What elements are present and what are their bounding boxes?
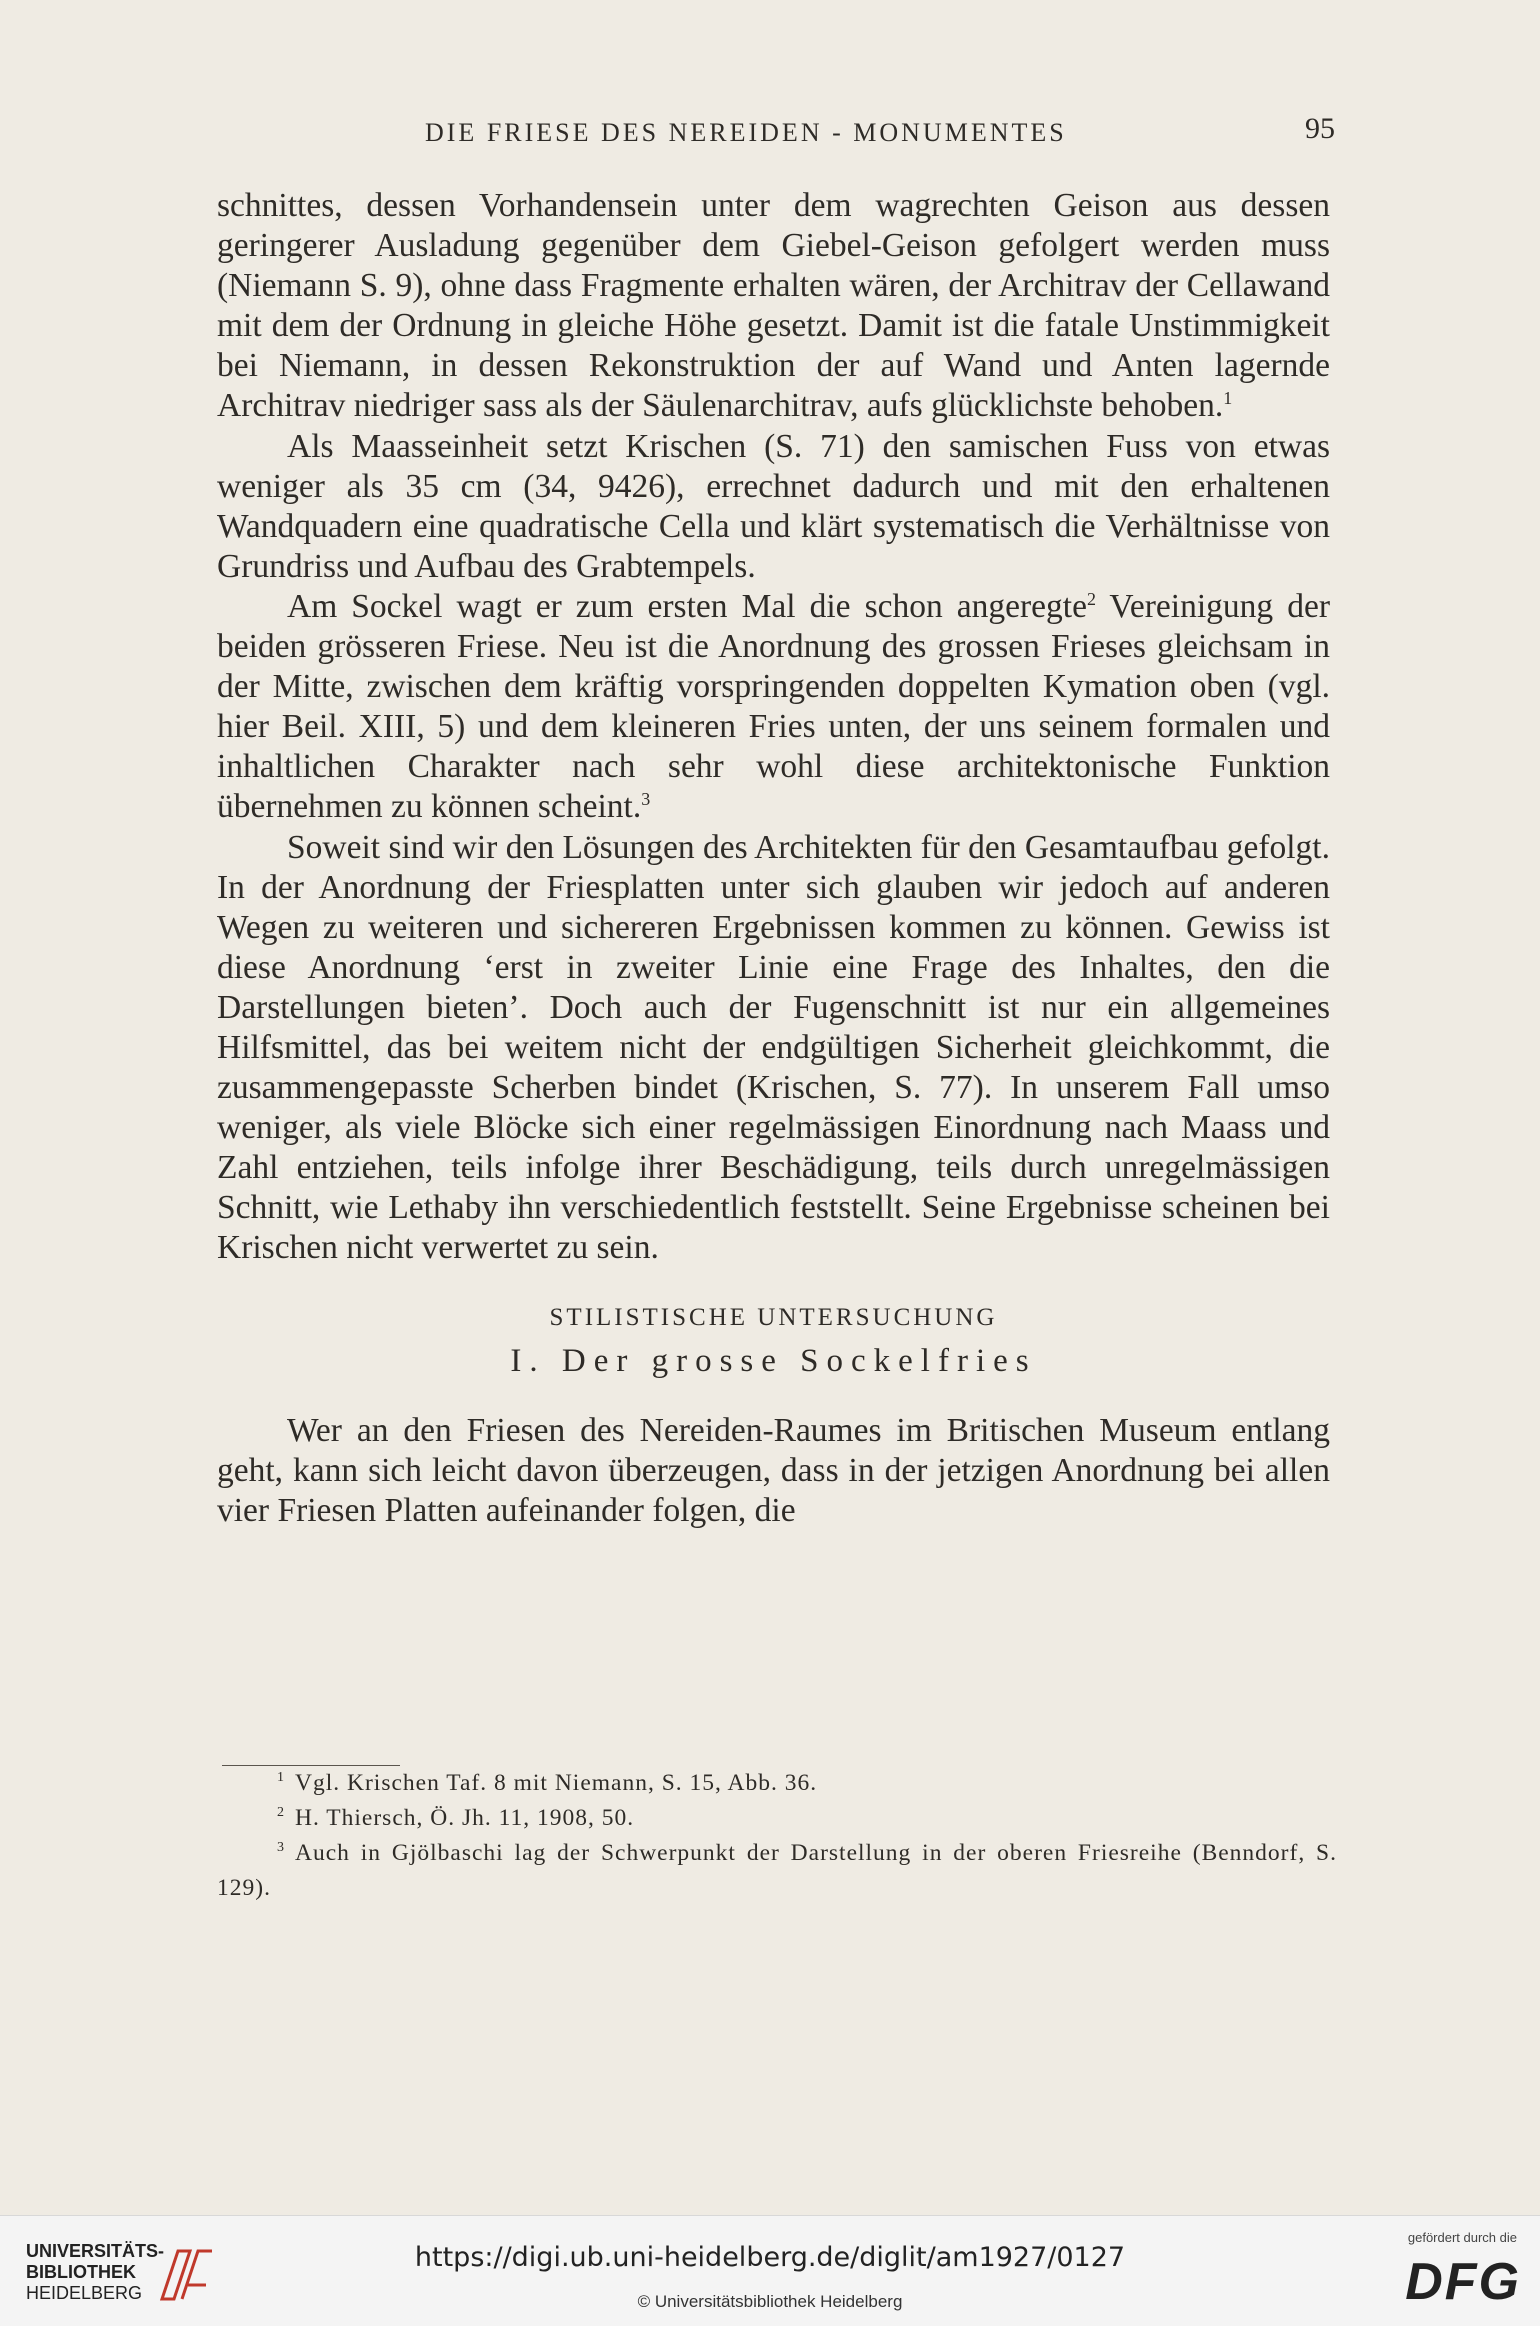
library-name-line: UNIVERSITÄTS- [26,2241,165,2261]
running-head [200,112,1340,158]
footnote-ref: 3 [641,789,651,810]
footnote-ref: 1 [1223,388,1233,409]
paragraph-2: Als Maasseinheit setzt Krischen (S. 71) den samischen Fuss von etwas weniger als 35 cm (34, 9426), errechnet dadurch und mit den erhaltenen Wandquadern eine quadratische Cella und klärt systematisch die Verhältnisse von Grundriss und Aufbau des Grabtempels. [217,427,1330,585]
paragraph-3 [217,587,1330,828]
footnote-text: Auch in Gjölbaschi lag der Schwerpunkt der Darstellung in der oberen Friesreihe (Benndorf, S. 129). [217,1840,1337,1901]
footnote-ref: 2 [1086,588,1096,609]
funding-caption: gefördert durch die [1407,2230,1517,2245]
paragraph-text: Vereinigung der beiden grösseren Friese. Neu ist die Anordnung des grossen Frieses gleichsam in der Mitte, zwischen dem kräftig vorspringenden doppelten Kymation oben (vgl. hier Beil. XIII, 5) und dem kleineren Fries unten, der uns seinem formalen und inhaltlichen Charakter nach sehr wohl diese architektonische Funktion übernehmen zu können scheint. [217,587,1330,826]
page-number: 95 [1305,112,1335,145]
chapter-heading: I. Der grosse Sockelfries [510,1342,1037,1379]
dfg-wordmark: DFG [1405,2253,1521,2311]
paragraph-text: schnittes, dessen Vorhandensein unter dem wagrechten Geison aus dessen geringerer Ausladung gegenüber dem Giebel-Geison gefolgert werden muss (Niemann S. 9), ohne dass Fragmente erhalten wären, der Architrav der Cellawand mit dem der Ordnung in gleiche Höhe gesetzt. Damit ist die fatale Unstimmigkeit bei Niemann, in dessen Rekonstruktion der auf Wand und Anten lagernde Architrav niedriger sass als der Säulenarchitrav, aufs glücklichste behoben. [217,187,1330,425]
copyright-notice: © Universitätsbibliothek Heidelberg [637,2292,903,2311]
paragraph-4: Soweit sind wir den Lösungen des Architekten für den Gesamtaufbau gefolgt. In der Anordnung der Friesplatten unter sich glauben wir jedoch auf anderen Wegen zu weiteren und sichereren Ergebnissen kommen zu können. Gewiss ist diese Anordnung ‘erst in zweiter Linie eine Frage des Inhaltes, den die Darstellungen bieten’. Doch auch der Fugenschnitt ist nur ein allgemeines Hilfsmittel, das bei weitem nicht der endgültigen Sicherheit gleichkommt, die zusammengepasste Scherben bindet (Krischen, S. 77). In unserem Fall umso weniger, als viele Blöcke sich einer regelmässigen Einordnung nach Maass und Zahl entziehen, teils infolge ihrer Beschädigung, teils durch unregelmässigen Schnitt, wie Lethaby ihn verschiedentlich feststellt. Seine Ergebnisse scheinen bei Krischen nicht verwertet zu sein. [217,828,1330,1267]
running-title: DIE FRIESE DES NEREIDEN - MONUMENTES [425,118,1067,147]
paragraph-text: Am Sockel wagt er zum ersten Mal die schon angeregte [287,587,1087,625]
section-heading: STILISTISCHE UNTERSUCHUNG [549,1303,998,1331]
dfg-logo[interactable] [1365,2230,1525,2320]
footnote-text: Vgl. Krischen Taf. 8 mit Niemann, S. 15, Abb. 36. [295,1770,818,1796]
paragraph-1 [217,186,1330,427]
footnotes [217,1766,1337,1906]
viewer-footer [0,2215,1540,2326]
library-name-line: HEIDELBERG [26,2283,143,2303]
footnote-1 [217,1766,1337,1801]
main-text [217,186,1330,1531]
footnote-number: 3 [277,1840,285,1856]
footnote-3 [217,1836,1337,1906]
permalink-url[interactable]: https://digi.ub.uni-heidelberg.de/diglit/am1927/0127 [414,2242,1126,2273]
footnote-text: H. Thiersch, Ö. Jh. 11, 1908, 50. [295,1805,635,1831]
library-name-line: BIBLIOTHEK [26,2262,136,2282]
paragraph-5: Wer an den Friesen des Nereiden-Raumes im Britischen Museum entlang geht, kann sich leicht davon überzeugen, dass in der jetzigen Anordnung bei allen vier Friesen Platten aufeinander folgen, die [217,1411,1330,1529]
footnote-number: 1 [277,1770,285,1786]
footnote-number: 2 [277,1805,285,1821]
footnote-2 [217,1801,1337,1836]
